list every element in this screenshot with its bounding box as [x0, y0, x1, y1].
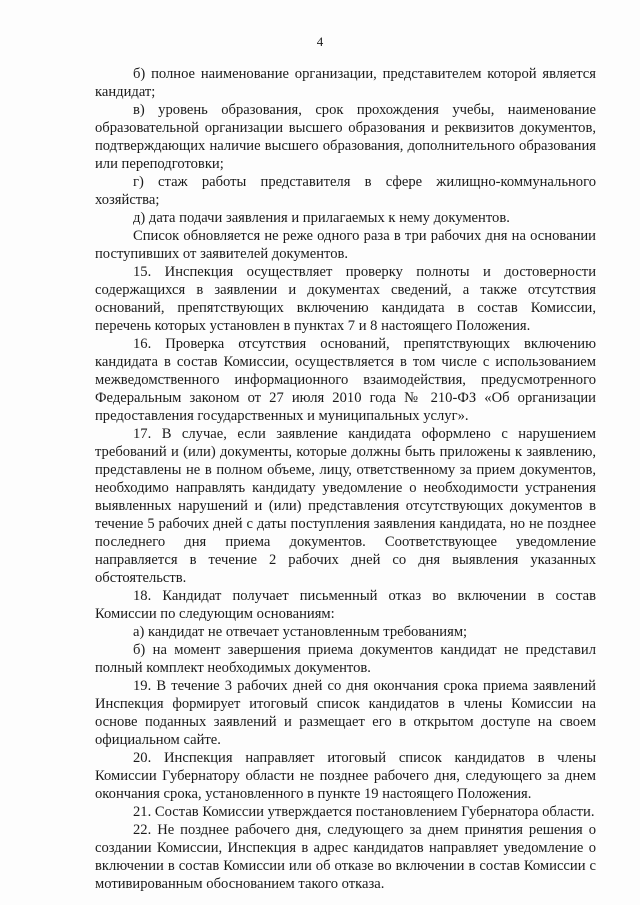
paragraph: Список обновляется не реже одного раза в три рабочих дня на основании поступивших от заявителей документов. [95, 228, 596, 262]
paragraph: 19. В течение 3 рабочих дней со дня окончания срока приема заявлений Инспекция формирует итоговый список кандидатов в члены Комиссии на основе поданных заявлений и размещает его в открытом доступе на своем официальном сайте. [95, 678, 596, 748]
paragraph: б) на момент завершения приема документов кандидат не представил полный комплект необходимых документов. [95, 642, 596, 676]
paragraph: 22. Не позднее рабочего дня, следующего за днем принятия решения о создании Комиссии, Инспекция в адрес кандидатов направляет уведомление о включении в состав Комиссии или об отказе во включении в состав Комиссии с мотивированным обоснованием такого отказа. [95, 822, 596, 892]
paragraph: б) полное наименование организации, представителем которой является кандидат; [95, 66, 596, 100]
document-body [95, 65, 596, 893]
paragraph: д) дата подачи заявления и прилагаемых к нему документов. [133, 210, 510, 226]
paragraph: 20. Инспекция направляет итоговый список кандидатов в члены Комиссии Губернатору области не позднее рабочего дня, следующего за днем окончания срока, установленного в пункте 19 настоящего Положения. [95, 750, 596, 802]
page-number: 4 [316, 34, 324, 49]
paragraph: 15. Инспекция осуществляет проверку полноты и достоверности содержащихся в заявлении и документах сведений, а также отсутствия оснований, препятствующих включению кандидата в состав Комиссии, перечень которых установлен в пунктах 7 и 8 настоящего Положения. [95, 264, 596, 334]
paragraph: 18. Кандидат получает письменный отказ во включении в состав Комиссии по следующим основаниям: [95, 588, 596, 622]
paragraph: а) кандидат не отвечает установленным требованиям; [133, 624, 468, 640]
paragraph: 21. Состав Комиссии утверждается постановлением Губернатора области. [133, 804, 595, 820]
paragraph: 17. В случае, если заявление кандидата оформлено с нарушением требований и (или) документы, которые должны быть приложены к заявлению, представлены не в полном объеме, лицу, ответственному за прием документов, необходимо направлять кандидату уведомление о необходимости устранения выявленных нарушений и (или) представления отсутствующих документов в течение 5 рабочих дней с даты поступления заявления кандидата, но не позднее последнего дня приема документов. Соответствующее уведомление направляется в течение 2 рабочих дней со дня выявления указанных обстоятельств. [95, 426, 596, 586]
paragraph: в) уровень образования, срок прохождения учебы, наименование образовательной организации высшего образования и реквизитов документов, подтверждающих наличие высшего образования, дополнительного образования или переподготовки; [95, 102, 596, 172]
paragraph: г) стаж работы представителя в сфере жилищно-коммунального хозяйства; [95, 174, 596, 208]
paragraph: 16. Проверка отсутствия оснований, препятствующих включению кандидата в состав Комиссии, осуществляется в том числе с использованием межведомственного информационного взаимодействия, предусмотренного Федеральным законом от 27 июля 2010 года № 210-ФЗ «Об организации предоставления государственных и муниципальных услуг». [95, 336, 596, 424]
